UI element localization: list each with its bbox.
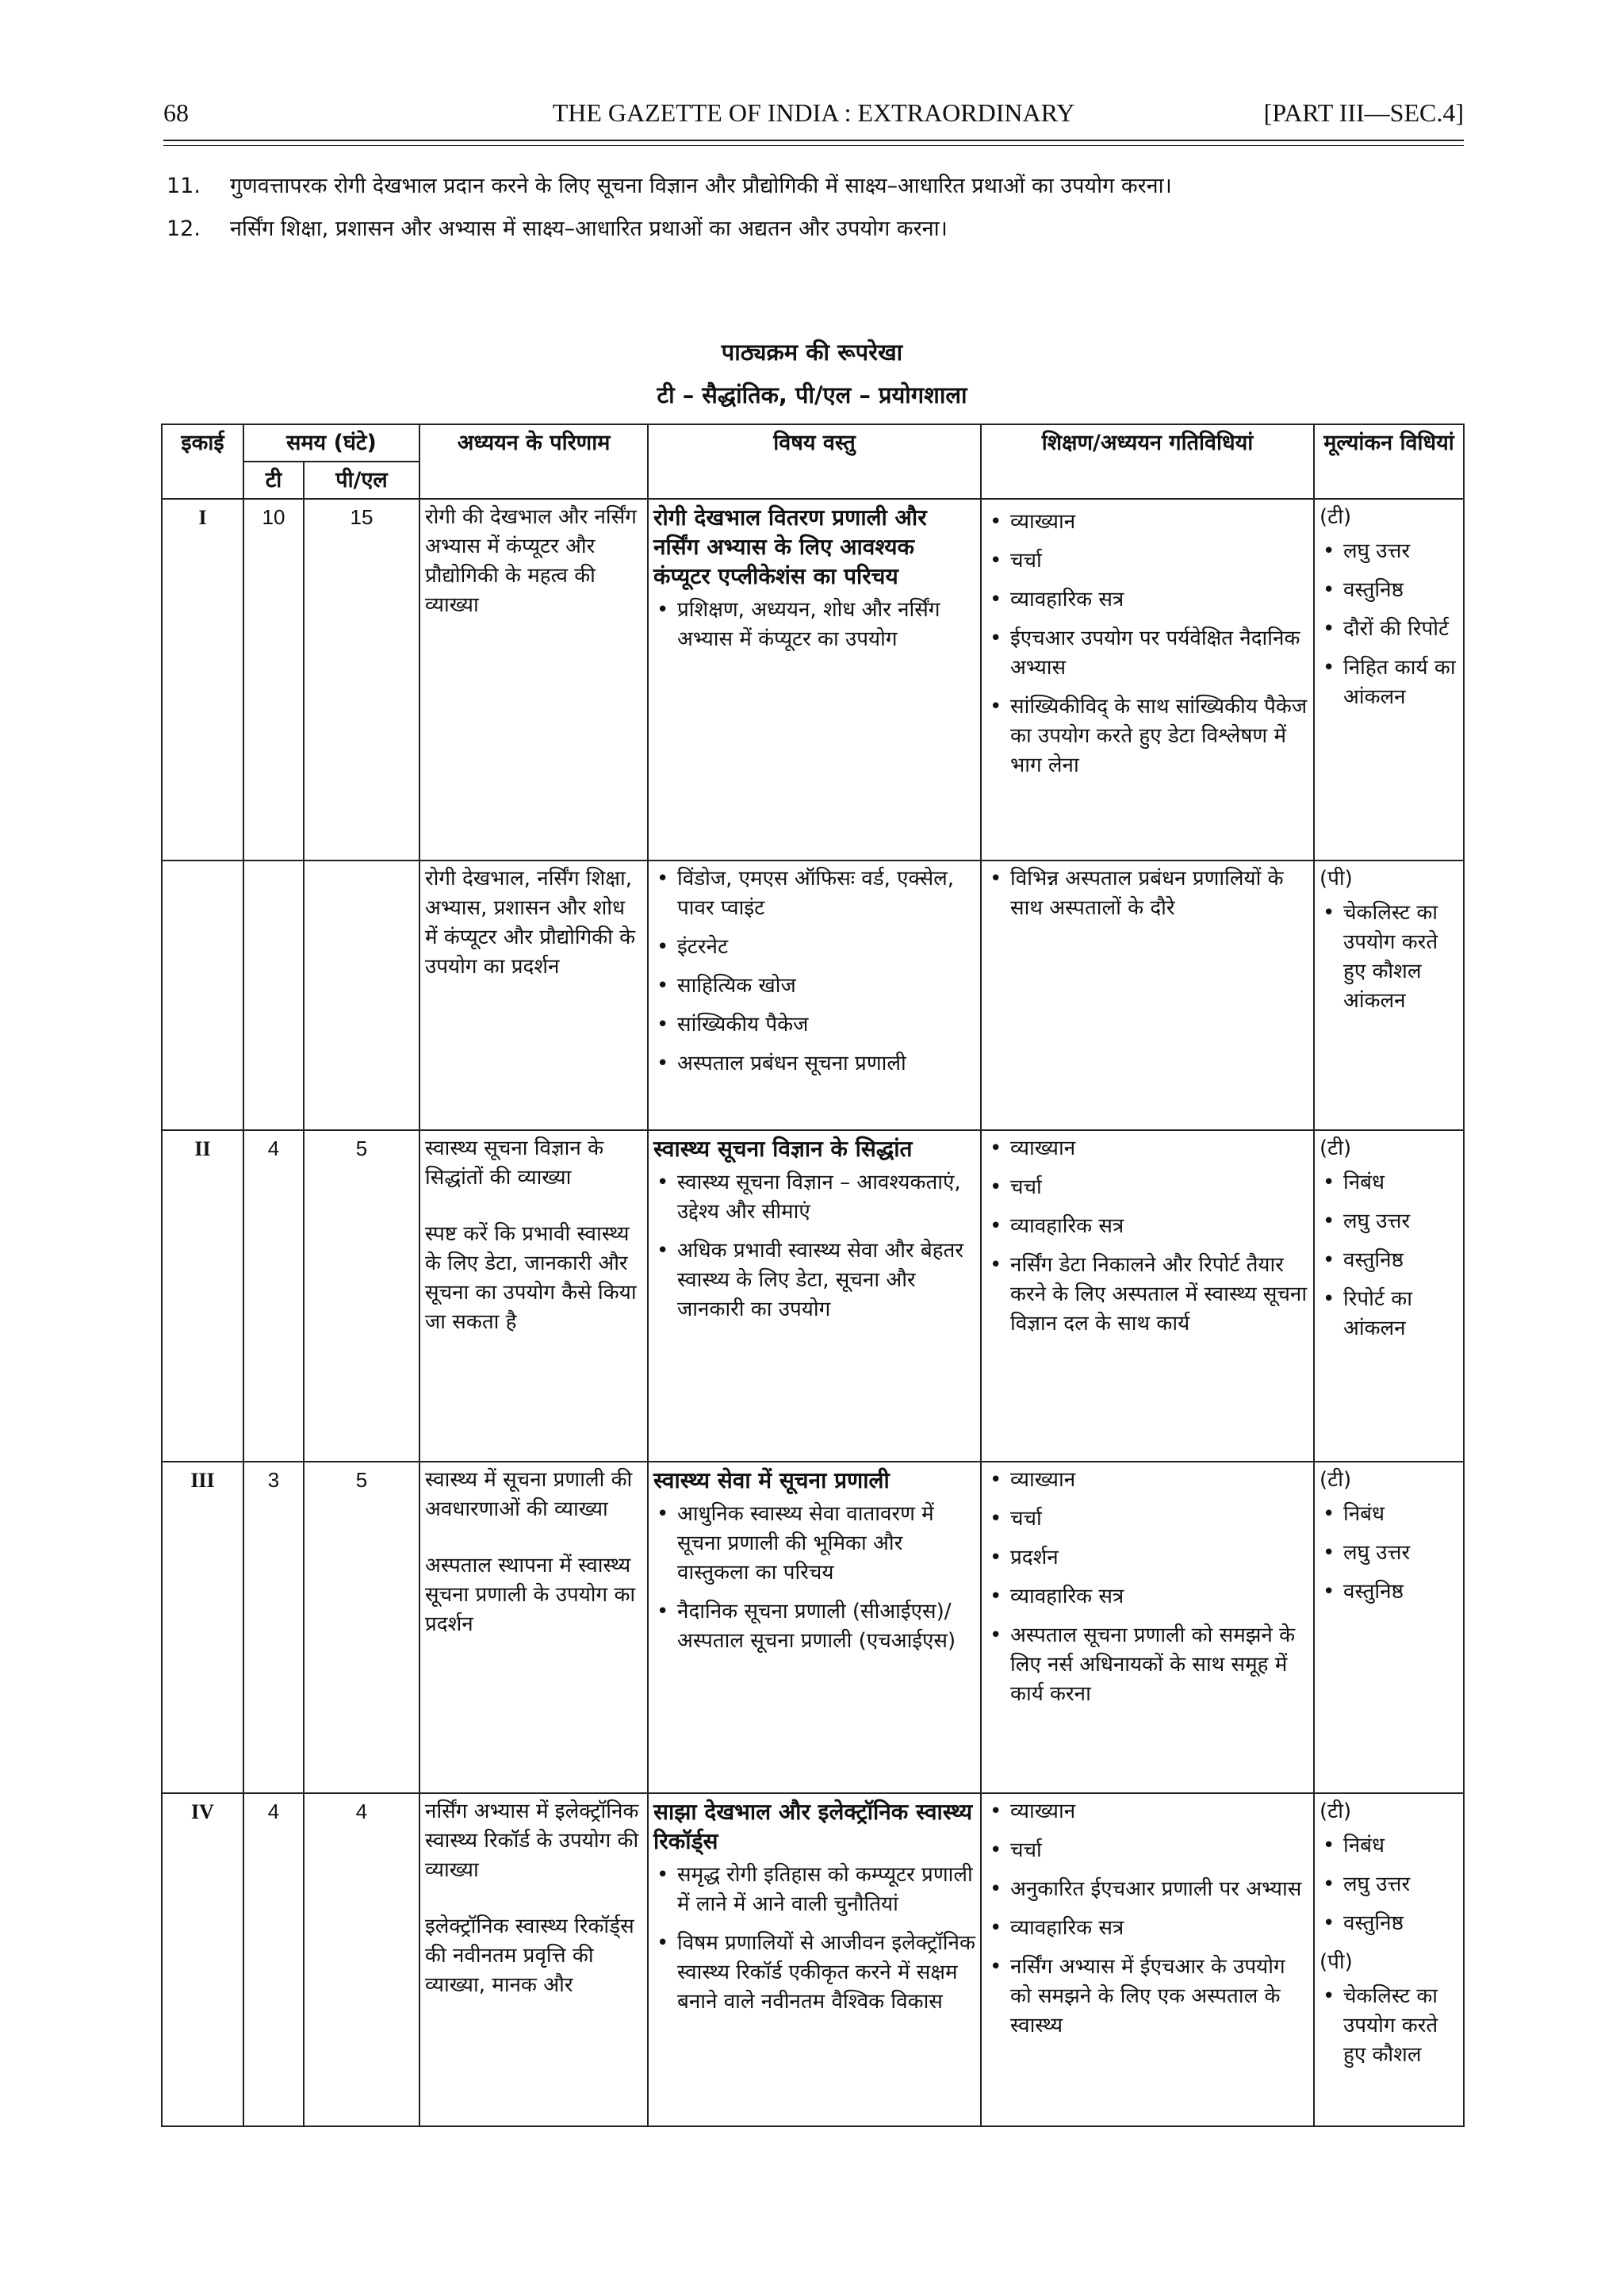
content-item: • नैदानिक सूचना प्रणाली (सीआईएस)/अस्पताल सूचना प्रणाली (एचआईएस) bbox=[653, 1597, 975, 1656]
table-row bbox=[162, 861, 1464, 1130]
col-header-pl: पी/एल bbox=[304, 462, 419, 499]
col-header-content: विषय वस्तु bbox=[648, 424, 981, 499]
assessment-type: (पी) bbox=[1320, 867, 1353, 891]
assessment-item: • वस्तुनिष्ठ bbox=[1320, 576, 1458, 605]
activity-item: • सांख्यिकीविद् के साथ सांख्यिकीय पैकेज का उपयोग करते हुए डेटा विश्लेषण में भाग लेना bbox=[986, 692, 1308, 780]
learning-outcomes bbox=[419, 1462, 648, 1793]
activities-cell bbox=[981, 1130, 1314, 1462]
assessment-item: • निबंध bbox=[1320, 1168, 1458, 1198]
assessment-item: • लघु उत्तर bbox=[1320, 1539, 1458, 1568]
content-item: • विंडोज, एमएस ऑफिसः वर्ड, एक्सेल, पावर प्वाइंट bbox=[653, 864, 975, 923]
header-rule-thin bbox=[163, 145, 1464, 146]
col-header-outcomes: अध्ययन के परिणाम bbox=[419, 424, 648, 499]
activities-cell bbox=[981, 1793, 1314, 2126]
theory-hours: 4 bbox=[243, 1130, 304, 1462]
content-item: • अस्पताल प्रबंधन सूचना प्रणाली bbox=[653, 1049, 975, 1079]
objective-text: गुणवत्तापरक रोगी देखभाल प्रदान करने के लिए सूचना विज्ञान और प्रौद्योगिकी में साक्ष्य–आधारित प्रथाओं का उपयोग करना। bbox=[230, 174, 1172, 198]
course-outline-title: पाठ्यक्रम की रूपरेखा bbox=[721, 339, 903, 366]
activity-item: • नर्सिंग डेटा निकालने और रिपोर्ट तैयार करने के लिए अस्पताल में स्वास्थ्य सूचना विज्ञान दल के साथ कार्य bbox=[986, 1251, 1308, 1339]
objective-item bbox=[167, 213, 948, 242]
part-section: [PART III—SEC.4] bbox=[1263, 98, 1464, 127]
objective-text: नर्सिंग शिक्षा, प्रशासन और अभ्यास में साक्ष्य–आधारित प्रथाओं का अद्यतन और उपयोग करना। bbox=[230, 217, 948, 241]
outcome-text: स्पष्ट करें कि प्रभावी स्वास्थ्य के लिए डेटा, जानकारी और सूचना का उपयोग कैसे किया जा सकता है bbox=[425, 1222, 637, 1334]
table-row bbox=[162, 499, 1464, 861]
assessment-cell bbox=[1314, 1793, 1464, 2126]
content-item: • समृद्ध रोगी इतिहास को कम्प्यूटर प्रणाली में लाने में आने वाली चुनौतियां bbox=[653, 1861, 975, 1919]
outcome-text: अस्पताल स्थापना में स्वास्थ्य सूचना प्रणाली के उपयोग का प्रदर्शन bbox=[425, 1554, 636, 1636]
activity-item: • चर्चा bbox=[986, 1173, 1308, 1202]
assessment-item: • निबंध bbox=[1320, 1831, 1458, 1861]
assessment-item: • लघु उत्तर bbox=[1320, 1207, 1458, 1236]
learning-outcomes bbox=[419, 499, 648, 861]
content-cell bbox=[648, 1130, 981, 1462]
assessment-item: • वस्तुनिष्ठ bbox=[1320, 1909, 1458, 1938]
header-rule bbox=[163, 140, 1464, 141]
assessment-cell bbox=[1314, 861, 1464, 1130]
assessment-item: • चेकलिस्ट का उपयोग करते हुए कौशल bbox=[1320, 1982, 1458, 2070]
activity-item: • व्याख्यान bbox=[986, 1466, 1308, 1495]
content-title: स्वास्थ्य सूचना विज्ञान के सिद्धांत bbox=[653, 1136, 913, 1162]
table-row bbox=[162, 1130, 1464, 1462]
table-row bbox=[162, 1793, 1464, 2126]
objective-number: 11. bbox=[167, 174, 201, 198]
theory-hours: 10 bbox=[243, 499, 304, 861]
activities-cell bbox=[981, 861, 1314, 1130]
unit-number bbox=[162, 861, 243, 1130]
outcome-text: इलेक्ट्रॉनिक स्वास्थ्य रिकॉर्ड्स की नवीनतम प्रवृत्ति की व्याख्या, मानक और bbox=[425, 1915, 634, 1997]
table-row bbox=[162, 1462, 1464, 1793]
theory-hours: 3 bbox=[243, 1462, 304, 1793]
activity-item: • व्यावहारिक सत्र bbox=[986, 1914, 1308, 1943]
outcome-text: नर्सिंग अभ्यास में इलेक्ट्रॉनिक स्वास्थ्य रिकॉर्ड के उपयोग की व्याख्या bbox=[425, 1800, 639, 1882]
activity-item: • व्यावहारिक सत्र bbox=[986, 1582, 1308, 1612]
activities-cell bbox=[981, 499, 1314, 861]
learning-outcomes bbox=[419, 861, 648, 1130]
content-title: स्वास्थ्य सेवा में सूचना प्रणाली bbox=[653, 1467, 890, 1493]
assessment-item: • निबंध bbox=[1320, 1500, 1458, 1529]
content-item: • साहित्यिक खोज bbox=[653, 972, 975, 1001]
activity-item: • नर्सिंग अभ्यास में ईएचआर के उपयोग को समझने के लिए एक अस्पताल के स्वास्थ्य bbox=[986, 1953, 1308, 2041]
theory-hours bbox=[243, 861, 304, 1130]
assessment-type: (टी) bbox=[1320, 1137, 1352, 1160]
outcome-text: स्वास्थ्य सूचना विज्ञान के सिद्धांतों की व्याख्या bbox=[425, 1137, 604, 1190]
activity-item: • चर्चा bbox=[986, 1836, 1308, 1865]
learning-outcomes bbox=[419, 1793, 648, 2126]
activity-item: • व्यावहारिक सत्र bbox=[986, 585, 1308, 615]
content-item: • आधुनिक स्वास्थ्य सेवा वातावरण में सूचना प्रणाली की भूमिका और वास्तुकला का परिचय bbox=[653, 1500, 975, 1588]
lab-hours bbox=[304, 861, 419, 1130]
activity-item: • अनुकारित ईएचआर प्रणाली पर अभ्यास bbox=[986, 1875, 1308, 1904]
content-item: • सांख्यिकीय पैकेज bbox=[653, 1010, 975, 1040]
activity-item: • अस्पताल सूचना प्रणाली को समझने के लिए नर्स अधिनायकों के साथ समूह में कार्य करना bbox=[986, 1621, 1308, 1709]
page-number: 68 bbox=[163, 98, 189, 127]
activity-item: • ईएचआर उपयोग पर पर्यवेक्षित नैदानिक अभ्यास bbox=[986, 624, 1308, 683]
col-header-assessment: मूल्यांकन विधियां bbox=[1314, 424, 1464, 499]
assessment-cell bbox=[1314, 1130, 1464, 1462]
activity-item: • व्याख्यान bbox=[986, 508, 1308, 537]
lab-hours: 4 bbox=[304, 1793, 419, 2126]
lab-hours: 15 bbox=[304, 499, 419, 861]
page-header bbox=[163, 98, 1464, 138]
activity-item: • व्याख्यान bbox=[986, 1797, 1308, 1826]
activity-item: • चर्चा bbox=[986, 546, 1308, 576]
content-title: साझा देखभाल और इलेक्ट्रॉनिक स्वास्थ्य रिकॉर्ड्स bbox=[653, 1799, 973, 1854]
content-title: रोगी देखभाल वितरण प्रणाली और नर्सिंग अभ्यास के लिए आवश्यक कंप्यूटर एप्लीकेशंस का परिचय bbox=[653, 504, 927, 589]
objective-number: 12. bbox=[167, 217, 201, 241]
outcome-text: स्वास्थ्य में सूचना प्रणाली की अवधारणाओं की व्याख्या bbox=[425, 1468, 633, 1521]
content-cell bbox=[648, 861, 981, 1130]
assessment-type: (पी) bbox=[1320, 1950, 1353, 1974]
lab-hours: 5 bbox=[304, 1462, 419, 1793]
unit-number: II bbox=[162, 1130, 243, 1462]
outcome-text: रोगी देखभाल, नर्सिंग शिक्षा, अभ्यास, प्रशासन और शोध में कंप्यूटर और प्रौद्योगिकी के उपयोग का प्रदर्शन bbox=[425, 867, 636, 979]
content-cell bbox=[648, 499, 981, 861]
assessment-item: • वस्तुनिष्ठ bbox=[1320, 1246, 1458, 1275]
activities-cell bbox=[981, 1462, 1314, 1793]
activity-item: • विभिन्न अस्पताल प्रबंधन प्रणालियों के साथ अस्पतालों के दौरे bbox=[986, 864, 1308, 923]
col-header-time: समय (घंटे) bbox=[243, 424, 419, 462]
activity-item: • व्याख्यान bbox=[986, 1134, 1308, 1163]
col-header-activities: शिक्षण/अध्ययन गतिविधियां bbox=[981, 424, 1314, 499]
assessment-type: (टी) bbox=[1320, 505, 1352, 529]
unit-number: IV bbox=[162, 1793, 243, 2126]
course-outline-subtitle: टी – सैद्धांतिक, पी/एल – प्रयोगशाला bbox=[657, 381, 967, 408]
unit-number: I bbox=[162, 499, 243, 861]
assessment-item: • निहित कार्य का आंकलन bbox=[1320, 654, 1458, 712]
content-cell bbox=[648, 1793, 981, 2126]
assessment-item: • लघु उत्तर bbox=[1320, 1870, 1458, 1899]
activity-item: • चर्चा bbox=[986, 1504, 1308, 1534]
content-item: • स्वास्थ्य सूचना विज्ञान – आवश्यकताएं, उद्देश्य और सीमाएं bbox=[653, 1168, 975, 1227]
gazette-title: THE GAZETTE OF INDIA : EXTRAORDINARY bbox=[552, 98, 1075, 127]
learning-outcomes bbox=[419, 1130, 648, 1462]
theory-hours: 4 bbox=[243, 1793, 304, 2126]
lab-hours: 5 bbox=[304, 1130, 419, 1462]
objective-item bbox=[167, 170, 1172, 199]
content-item: • प्रशिक्षण, अध्ययन, शोध और नर्सिंग अभ्यास में कंप्यूटर का उपयोग bbox=[653, 596, 975, 654]
content-item: • इंटरनेट bbox=[653, 933, 975, 962]
assessment-cell bbox=[1314, 499, 1464, 861]
assessment-type: (टी) bbox=[1320, 1800, 1352, 1823]
course-outline-table bbox=[161, 424, 1465, 2127]
unit-number: III bbox=[162, 1462, 243, 1793]
assessment-item: • दौरों की रिपोर्ट bbox=[1320, 615, 1458, 644]
content-item: • विषम प्रणालियों से आजीवन इलेक्ट्रॉनिक स्वास्थ्य रिकॉर्ड एकीकृत करने में सक्षम बनाने वाले नवीनतम वैश्विक विकास bbox=[653, 1929, 975, 2017]
assessment-type: (टी) bbox=[1320, 1468, 1352, 1492]
activity-item: • प्रदर्शन bbox=[986, 1543, 1308, 1573]
assessment-item: • वस्तुनिष्ठ bbox=[1320, 1577, 1458, 1607]
activity-item: • व्यावहारिक सत्र bbox=[986, 1212, 1308, 1241]
assessment-item: • चेकलिस्ट का उपयोग करते हुए कौशल आंकलन bbox=[1320, 899, 1458, 1016]
assessment-item: • लघु उत्तर bbox=[1320, 537, 1458, 566]
col-header-unit: इकाई bbox=[162, 424, 243, 499]
col-header-t: टी bbox=[243, 462, 304, 499]
content-cell bbox=[648, 1462, 981, 1793]
assessment-item: • रिपोर्ट का आंकलन bbox=[1320, 1285, 1458, 1343]
assessment-cell bbox=[1314, 1462, 1464, 1793]
content-item: • अधिक प्रभावी स्वास्थ्य सेवा और बेहतर स्वास्थ्य के लिए डेटा, सूचना और जानकारी का उपयोग bbox=[653, 1236, 975, 1324]
outcome-text: रोगी की देखभाल और नर्सिंग अभ्यास में कंप्यूटर और प्रौद्योगिकी के महत्व की व्याख्या bbox=[425, 505, 637, 617]
